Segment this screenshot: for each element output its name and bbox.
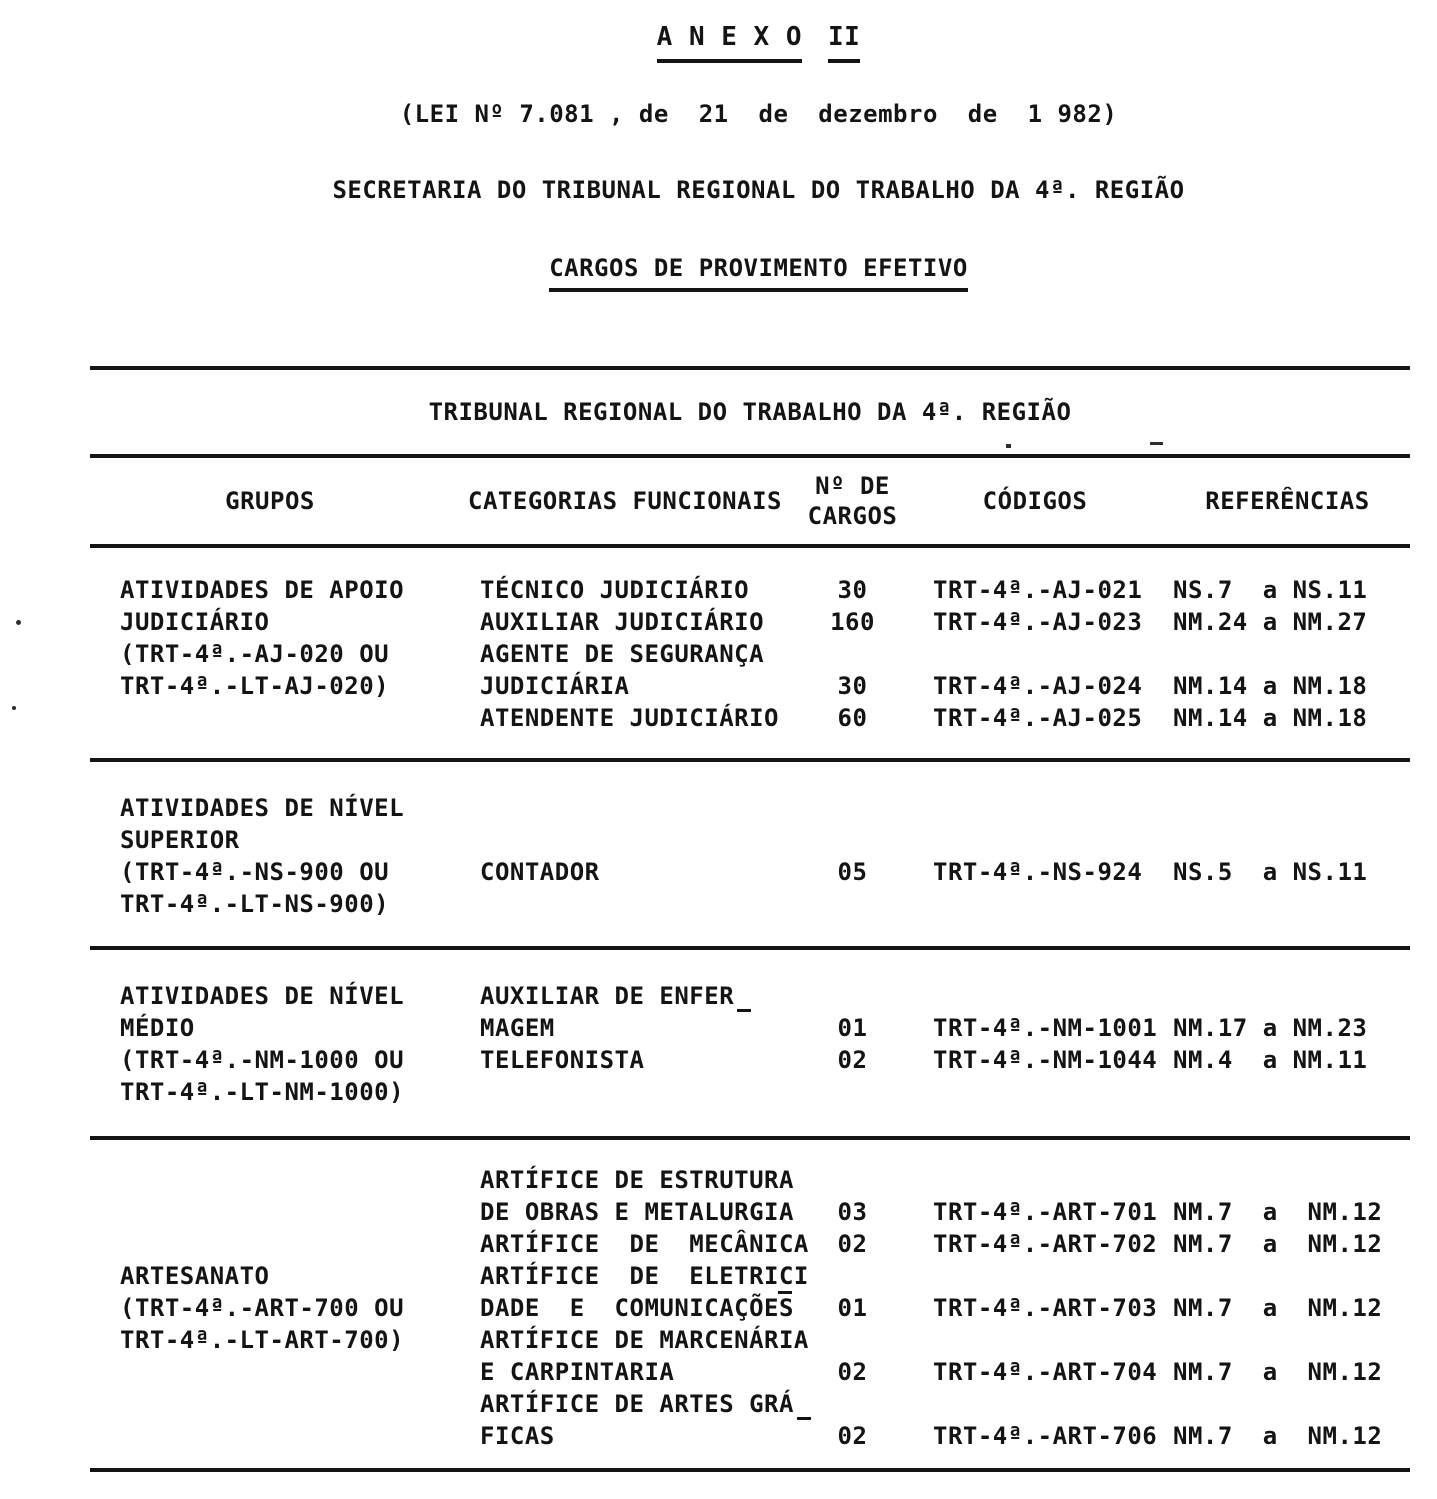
cell-categoria: ARTÍFICE DE MECÂNICA	[480, 1230, 809, 1258]
document-title	[80, 22, 1437, 63]
table-row	[90, 1196, 1410, 1228]
column-header-num-de-cargos: Nº DE CARGOS	[807, 472, 898, 530]
cell-categoria: MAGEM	[480, 1014, 555, 1042]
cell-codigo: TRT-4ª.-NM-1001	[933, 1014, 1158, 1042]
table-section-atividades-apoio-judiciario	[90, 548, 1410, 758]
column-header-codigos: CÓDIGOS	[982, 487, 1088, 515]
cell-referencia	[1165, 1260, 1410, 1292]
positions-table	[90, 366, 1410, 1472]
cell-categoria: ARTÍFICE DE ARTES GRÁ	[450, 1388, 800, 1420]
table-row	[90, 1388, 1410, 1420]
cell-referencia: NM.24 a NM.27	[1173, 608, 1368, 636]
cell-grupo: ARTESANATO	[120, 1262, 270, 1290]
scan-speck	[12, 706, 16, 710]
cell-num-cargos: 30	[837, 576, 868, 604]
cell-codigo	[905, 1076, 1165, 1108]
cell-codigo	[905, 1164, 1165, 1196]
cell-num-cargos	[800, 888, 905, 920]
hyphenation-mark	[797, 1417, 811, 1420]
table-row	[90, 574, 1410, 606]
hyphenation-mark	[778, 1291, 792, 1294]
law-reference-line: (LEI Nº 7.081 , de 21 de dezembro de 1 982)	[399, 100, 1118, 128]
cell-grupo: TRT-4ª.-LT-NM-1000)	[120, 1078, 405, 1106]
hyphenation-mark	[737, 1009, 751, 1012]
cell-categoria: JUDICIÁRIA	[480, 672, 630, 700]
table-row	[90, 1356, 1410, 1388]
table-row	[90, 1420, 1410, 1452]
cell-grupo: TRT-4ª.-LT-NS-900)	[120, 890, 390, 918]
table-row	[90, 1164, 1410, 1196]
cell-num-cargos: 160	[830, 608, 875, 636]
cell-num-cargos	[800, 1388, 905, 1420]
scan-speck	[1006, 444, 1011, 448]
horizontal-rule	[90, 1468, 1410, 1472]
cell-codigo	[905, 1260, 1165, 1292]
cell-grupo	[90, 1356, 450, 1388]
cell-referencia: NM.7 a NM.12	[1173, 1198, 1383, 1226]
cell-num-cargos	[800, 638, 905, 670]
cell-codigo: TRT-4ª.-ART-706	[933, 1422, 1158, 1450]
cell-grupo	[90, 1196, 450, 1228]
cell-referencia: NM.4 a NM.11	[1173, 1046, 1368, 1074]
cell-grupo: JUDICIÁRIO	[120, 608, 270, 636]
cell-num-cargos: 02	[837, 1046, 868, 1074]
cell-grupo: (TRT-4ª.-NS-900 OU	[120, 858, 390, 886]
cell-categoria: E CARPINTARIA	[480, 1358, 675, 1386]
cell-referencia: NM.14 a NM.18	[1173, 704, 1368, 732]
cell-referencia: NM.7 a NM.12	[1173, 1422, 1383, 1450]
cell-num-cargos: 01	[837, 1294, 868, 1322]
cell-grupo: (TRT-4ª.-AJ-020 OU	[120, 640, 390, 668]
cell-referencia	[1165, 888, 1410, 920]
cell-categoria	[450, 1076, 800, 1108]
cell-categoria: DE OBRAS E METALURGIA	[480, 1198, 794, 1226]
cell-referencia: NM.7 a NM.12	[1173, 1294, 1383, 1322]
cell-grupo: (TRT-4ª.-ART-700 OU	[120, 1294, 405, 1322]
cell-categoria	[450, 792, 800, 824]
cell-num-cargos: 03	[837, 1198, 868, 1226]
table-row	[90, 1292, 1410, 1324]
cell-codigo	[905, 980, 1165, 1012]
cell-codigo	[905, 1388, 1165, 1420]
cell-grupo: TRT-4ª.-LT-AJ-020)	[120, 672, 390, 700]
table-row	[90, 1260, 1410, 1292]
column-header-grupos: GRUPOS	[225, 487, 315, 515]
cell-categoria: CONTADOR	[480, 858, 600, 886]
cell-num-cargos: 02	[837, 1230, 868, 1258]
cell-categoria: TÉCNICO JUDICIÁRIO	[480, 576, 750, 604]
cell-categoria	[450, 888, 800, 920]
cell-categoria: FICAS	[480, 1422, 555, 1450]
cell-categoria: AUXILIAR DE ENFER	[450, 980, 800, 1012]
table-section-atividades-nivel-superior	[90, 762, 1410, 946]
cell-num-cargos: 30	[837, 672, 868, 700]
cell-grupo: TRT-4ª.-LT-ART-700)	[120, 1326, 405, 1354]
table-row	[90, 638, 1410, 670]
cell-codigo: TRT-4ª.-ART-702	[933, 1230, 1158, 1258]
document-subtitle: CARGOS DE PROVIMENTO EFETIVO	[80, 254, 1437, 292]
cell-codigo: TRT-4ª.-ART-704	[933, 1358, 1158, 1386]
table-row	[90, 1012, 1410, 1044]
cell-grupo: MÉDIO	[120, 1014, 195, 1042]
cell-num-cargos	[800, 1260, 905, 1292]
cell-codigo: TRT-4ª.-ART-701	[933, 1198, 1158, 1226]
cell-referencia	[1165, 792, 1410, 824]
cell-codigo: TRT-4ª.-NM-1044	[933, 1046, 1158, 1074]
table-row	[90, 702, 1410, 734]
cell-grupo	[90, 1228, 450, 1260]
table-row	[90, 792, 1410, 824]
title-number: II	[828, 22, 860, 63]
cell-codigo: TRT-4ª.-AJ-021	[933, 576, 1143, 604]
table-row	[90, 1324, 1410, 1356]
cell-referencia	[1165, 638, 1410, 670]
cell-codigo	[905, 1324, 1165, 1356]
cell-codigo	[905, 824, 1165, 856]
cell-referencia: NS.5 a NS.11	[1173, 858, 1368, 886]
table-row	[90, 824, 1410, 856]
title-word: A N E X O	[657, 22, 802, 63]
table-header-row	[90, 458, 1410, 544]
cell-num-cargos	[800, 1164, 905, 1196]
cell-categoria: ARTÍFICE DE MARCENÁRIA	[480, 1326, 809, 1354]
scan-speck	[1150, 442, 1163, 445]
cell-codigo	[905, 888, 1165, 920]
cell-grupo	[90, 1388, 450, 1420]
cell-num-cargos: 02	[837, 1422, 868, 1450]
table-row	[90, 670, 1410, 702]
table-row	[90, 1076, 1410, 1108]
table-row	[90, 856, 1410, 888]
table-row	[90, 980, 1410, 1012]
cell-referencia	[1165, 824, 1410, 856]
table-caption-row	[90, 370, 1410, 454]
cell-grupo: ATIVIDADES DE NÍVEL	[120, 982, 405, 1010]
scan-speck	[16, 620, 21, 625]
table-row	[90, 1228, 1410, 1260]
cell-grupo	[90, 1420, 450, 1452]
cell-categoria: AGENTE DE SEGURANÇA	[480, 640, 765, 668]
secretariat-line: SECRETARIA DO TRIBUNAL REGIONAL DO TRABALHO DA 4ª. REGIÃO	[332, 176, 1185, 204]
cell-categoria: TELEFONISTA	[480, 1046, 645, 1074]
cell-num-cargos: 05	[837, 858, 868, 886]
cell-grupo: SUPERIOR	[120, 826, 240, 854]
cell-num-cargos: 01	[837, 1014, 868, 1042]
cell-referencia: NM.7 a NM.12	[1173, 1230, 1383, 1258]
cell-grupo: ATIVIDADES DE APOIO	[120, 576, 405, 604]
cell-grupo: ATIVIDADES DE NÍVEL	[120, 794, 405, 822]
cell-categoria: AUXILIAR JUDICIÁRIO	[480, 608, 765, 636]
cell-codigo: TRT-4ª.-AJ-023	[933, 608, 1143, 636]
cell-codigo	[905, 792, 1165, 824]
table-row	[90, 606, 1410, 638]
cell-categoria: ARTÍFICE DE ESTRUTURA	[480, 1166, 794, 1194]
cell-referencia: NM.7 a NM.12	[1173, 1358, 1383, 1386]
cell-referencia	[1165, 1076, 1410, 1108]
cell-referencia	[1165, 1164, 1410, 1196]
cell-num-cargos	[800, 1324, 905, 1356]
cell-num-cargos: 60	[837, 704, 868, 732]
column-header-referencias: REFERÊNCIAS	[1205, 487, 1370, 515]
cell-grupo	[90, 1164, 450, 1196]
cell-codigo: TRT-4ª.-ART-703	[933, 1294, 1158, 1322]
cell-num-cargos	[800, 792, 905, 824]
cell-referencia: NM.14 a NM.18	[1173, 672, 1368, 700]
cell-referencia	[1165, 1324, 1410, 1356]
cell-categoria: ARTÍFICE DE ELETRICI	[480, 1262, 809, 1290]
column-header-categorias-funcionais: CATEGORIAS FUNCIONAIS	[468, 487, 782, 515]
table-row	[90, 888, 1410, 920]
cell-categoria: DADE E COMUNICAÇÕES	[450, 1292, 800, 1324]
cell-categoria	[450, 824, 800, 856]
cell-num-cargos	[800, 824, 905, 856]
cell-referencia: NS.7 a NS.11	[1173, 576, 1368, 604]
cell-grupo	[90, 702, 450, 734]
cell-codigo: TRT-4ª.-AJ-025	[933, 704, 1143, 732]
cell-referencia: NM.17 a NM.23	[1173, 1014, 1368, 1042]
cell-codigo	[905, 638, 1165, 670]
cell-codigo: TRT-4ª.-AJ-024	[933, 672, 1143, 700]
cell-num-cargos	[800, 1076, 905, 1108]
cell-num-cargos	[800, 980, 905, 1012]
cell-codigo: TRT-4ª.-NS-924	[933, 858, 1143, 886]
table-row	[90, 1044, 1410, 1076]
cell-grupo: (TRT-4ª.-NM-1000 OU	[120, 1046, 405, 1074]
cell-categoria: ATENDENTE JUDICIÁRIO	[480, 704, 779, 732]
cell-referencia	[1165, 1388, 1410, 1420]
table-caption: TRIBUNAL REGIONAL DO TRABALHO DA 4ª. REGIÃO	[428, 398, 1072, 426]
cell-num-cargos: 02	[837, 1358, 868, 1386]
table-section-artesanato	[90, 1140, 1410, 1468]
cell-referencia	[1165, 980, 1410, 1012]
table-section-atividades-nivel-medio	[90, 950, 1410, 1136]
